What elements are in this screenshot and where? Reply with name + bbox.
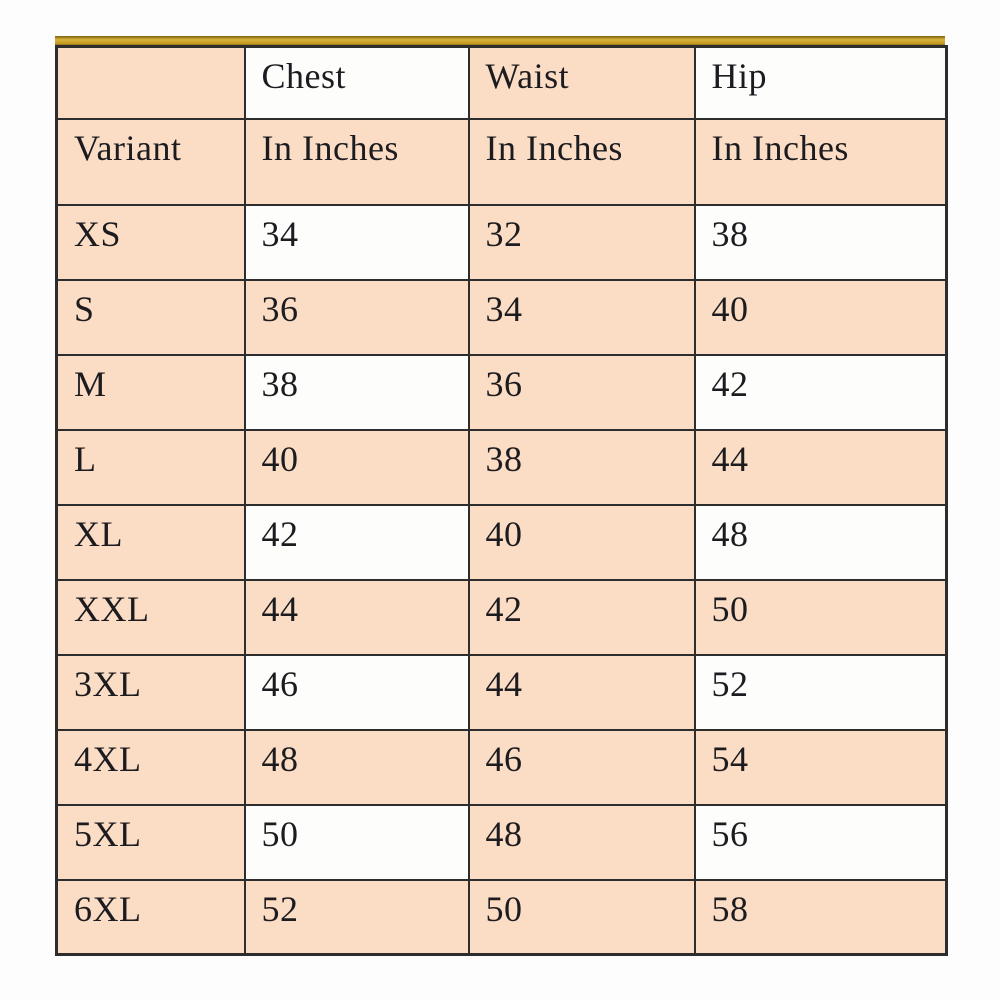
- corner-cell: [57, 47, 245, 119]
- table-row-s: [57, 280, 947, 355]
- waist-cell: 42: [469, 580, 695, 655]
- hip-cell: 48: [695, 505, 947, 580]
- table-row-xl: [57, 505, 947, 580]
- variant-cell: XL: [57, 505, 245, 580]
- chest-units-header: In Inches: [245, 119, 469, 205]
- accent-top-bar: [55, 36, 945, 45]
- variant-cell: 5XL: [57, 805, 245, 880]
- hip-header: Hip: [695, 47, 947, 119]
- hip-cell: 44: [695, 430, 947, 505]
- variant-cell: 3XL: [57, 655, 245, 730]
- chest-cell: 50: [245, 805, 469, 880]
- header-row-measurements: [57, 47, 947, 119]
- variant-cell: 4XL: [57, 730, 245, 805]
- hip-cell: 40: [695, 280, 947, 355]
- waist-cell: 48: [469, 805, 695, 880]
- variant-header: Variant: [57, 119, 245, 205]
- table-row-xs: [57, 205, 947, 280]
- waist-cell: 38: [469, 430, 695, 505]
- variant-cell: M: [57, 355, 245, 430]
- variant-cell: S: [57, 280, 245, 355]
- size-chart: [55, 36, 945, 956]
- waist-cell: 36: [469, 355, 695, 430]
- variant-cell: 6XL: [57, 880, 245, 955]
- size-chart-table: [55, 45, 948, 956]
- variant-cell: XXL: [57, 580, 245, 655]
- chest-cell: 34: [245, 205, 469, 280]
- waist-cell: 34: [469, 280, 695, 355]
- chest-cell: 38: [245, 355, 469, 430]
- table-row-5xl: [57, 805, 947, 880]
- table-row-xxl: [57, 580, 947, 655]
- variant-cell: XS: [57, 205, 245, 280]
- table-row-l: [57, 430, 947, 505]
- waist-cell: 44: [469, 655, 695, 730]
- waist-cell: 32: [469, 205, 695, 280]
- hip-cell: 56: [695, 805, 947, 880]
- table-row-m: [57, 355, 947, 430]
- hip-cell: 50: [695, 580, 947, 655]
- chest-cell: 48: [245, 730, 469, 805]
- waist-cell: 50: [469, 880, 695, 955]
- chest-cell: 52: [245, 880, 469, 955]
- table-row-6xl: [57, 880, 947, 955]
- chest-cell: 42: [245, 505, 469, 580]
- hip-cell: 54: [695, 730, 947, 805]
- header-row-units: [57, 119, 947, 205]
- chest-cell: 36: [245, 280, 469, 355]
- table-row-4xl: [57, 730, 947, 805]
- waist-header: Waist: [469, 47, 695, 119]
- waist-cell: 40: [469, 505, 695, 580]
- table-row-3xl: [57, 655, 947, 730]
- chest-cell: 44: [245, 580, 469, 655]
- chest-header: Chest: [245, 47, 469, 119]
- hip-cell: 52: [695, 655, 947, 730]
- waist-units-header: In Inches: [469, 119, 695, 205]
- hip-units-header: In Inches: [695, 119, 947, 205]
- waist-cell: 46: [469, 730, 695, 805]
- hip-cell: 38: [695, 205, 947, 280]
- variant-cell: L: [57, 430, 245, 505]
- hip-cell: 42: [695, 355, 947, 430]
- chest-cell: 40: [245, 430, 469, 505]
- chest-cell: 46: [245, 655, 469, 730]
- hip-cell: 58: [695, 880, 947, 955]
